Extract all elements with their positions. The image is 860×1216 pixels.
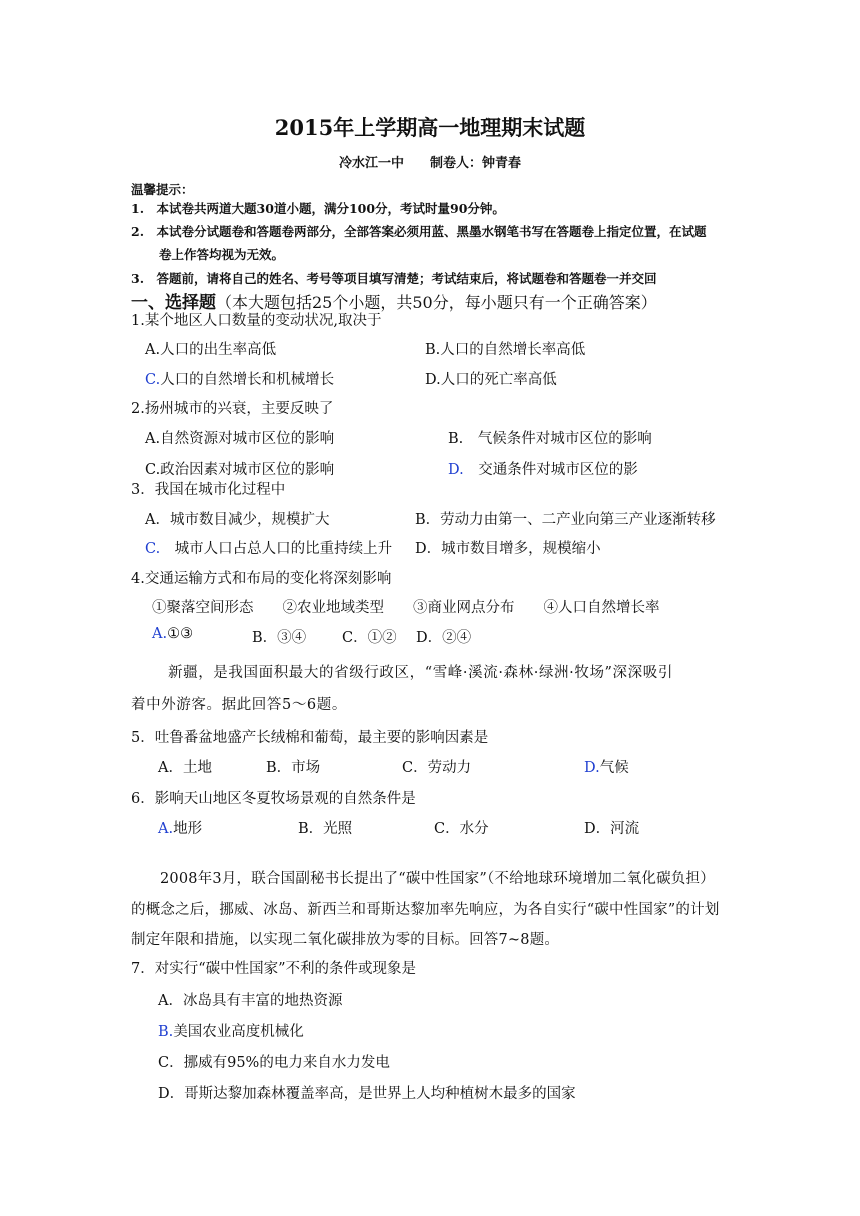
passage-7-8-line-2: 的概念之后，挪威、冰岛、新西兰和哥斯达黎加率先响应，为各自实行“碳中性国家”的计划 [131,902,720,918]
q7-option-a: A．冰岛具有丰富的地热资源 [158,993,343,1009]
q7-answer-letter: B. [158,1024,174,1040]
question-4-stem: 4.交通运输方式和布局的变化将深刻影响 [131,571,392,587]
section-title: 一、选择题 [131,293,216,313]
q4-answer-letter: A. [152,626,168,642]
question-2-stem: 2.扬州城市的兴衰，主要反映了 [131,401,334,417]
section-note: （本大题包括25个小题，共50分，每小题只有一个正确答案） [216,293,657,312]
tip-2-cont: 卷上作答均视为无效。 [159,247,285,262]
q1-option-c [145,368,334,389]
q4-items: ①聚落空间形态 ②农业地域类型 ③商业网点分布 ④人口自然增长率 [152,600,660,616]
tips-heading: 温馨提示： [131,182,194,197]
q6-answer-letter: A. [158,821,174,837]
question-3-stem: 3．我国在城市化过程中 [131,482,286,498]
q4-option-c: C．①② [342,630,397,646]
q6-option-a-text: 地形 [173,821,203,837]
q1-option-c-text: 人口的自然增长和机械增长 [160,372,335,388]
tip-1: 1. 本试卷共两道大题30道小题，满分100分，考试时量90分钟。 [131,201,505,216]
tip-3: 3. 答题前，请将自己的姓名、考号等项目填写清楚；考试结束后，将试题卷和答题卷一并交回 [131,271,657,286]
q6-option-a [158,817,202,838]
q5-option-b: B．市场 [266,760,321,776]
q4-option-a [152,626,193,642]
question-1-stem: 1.某个地区人口数量的变动状况,取决于 [131,313,382,329]
passage-5-6-line-1: 新疆，是我国面积最大的省级行政区，“雪峰·溪流·森林·绿洲·牧场”深深吸引 [168,665,673,681]
q7-option-c: C．挪威有95%的电力来自水力发电 [158,1055,390,1071]
question-5-stem: 5．吐鲁番盆地盛产长绒棉和葡萄，最主要的影响因素是 [131,730,489,746]
q5-option-d-text: 气候 [599,760,629,776]
passage-7-8-line-1: 2008年3月，联合国副秘书长提出了“碳中性国家”（不给地球环境增加二氧化碳负担） [160,871,715,887]
q1-option-a: A.人口的出生率高低 [145,342,277,358]
q2-option-a: A.自然资源对城市区位的影响 [145,431,335,447]
q6-option-c: C．水分 [434,821,489,837]
author-line: 冷水江一中 制卷人：钟青春 [338,156,521,171]
q1-option-b: B.人口的自然增长率高低 [425,342,586,358]
q3-option-c [145,537,392,558]
question-6-stem: 6．影响天山地区冬夏牧场景观的自然条件是 [131,791,416,807]
q5-option-c: C．劳动力 [402,760,472,776]
q1-option-d: D.人口的死亡率高低 [425,372,557,388]
page-title: 2015年上学期高一地理期末试题 [274,115,586,140]
q7-option-d: D．哥斯达黎加森林覆盖率高，是世界上人均种植树木最多的国家 [158,1086,576,1102]
q3-option-b: B．劳动力由第一、二产业向第三产业逐渐转移 [415,512,716,528]
q1-answer-letter: C. [145,372,161,388]
q6-option-d: D．河流 [584,821,640,837]
passage-7-8-line-3: 制定年限和措施，以实现二氧化碳排放为零的目标。回答7~8题。 [131,932,560,948]
q5-answer-letter: D. [584,760,600,776]
q3-option-d: D．城市数目增多，规模缩小 [415,541,601,557]
q6-option-b: B．光照 [298,821,353,837]
q2-answer-letter: D. [448,462,464,478]
question-7-stem: 7．对实行“碳中性国家”不利的条件或现象是 [131,961,417,977]
passage-5-6-line-2: 着中外游客。据此回答5～6题。 [131,697,347,713]
q3-option-c-text: 城市人口占总人口的比重持续上升 [160,541,393,557]
q4-option-d: D．②④ [416,630,472,646]
q2-option-d-text: 交通条件对城市区位的影 [463,462,638,478]
q7-option-b [158,1020,304,1041]
q3-answer-letter: C. [145,541,161,557]
q2-option-b: B. 气候条件对城市区位的影响 [448,431,652,447]
q5-option-a: A．土地 [158,760,212,776]
q7-option-b-text: 美国农业高度机械化 [173,1024,304,1040]
q4-option-a-text: ①③ [167,626,194,642]
q3-option-a: A．城市数目减少，规模扩大 [145,512,330,528]
tip-2: 2. 本试卷分试题卷和答题卷两部分，全部答案必须用蓝、黑墨水钢笔书写在答题卷上指定位置，在试题 [131,224,707,239]
q2-option-c: C.政治因素对城市区位的影响 [145,462,335,478]
q2-option-d [448,458,638,479]
q5-option-d [584,756,629,777]
q4-option-b: B．③④ [252,630,307,646]
